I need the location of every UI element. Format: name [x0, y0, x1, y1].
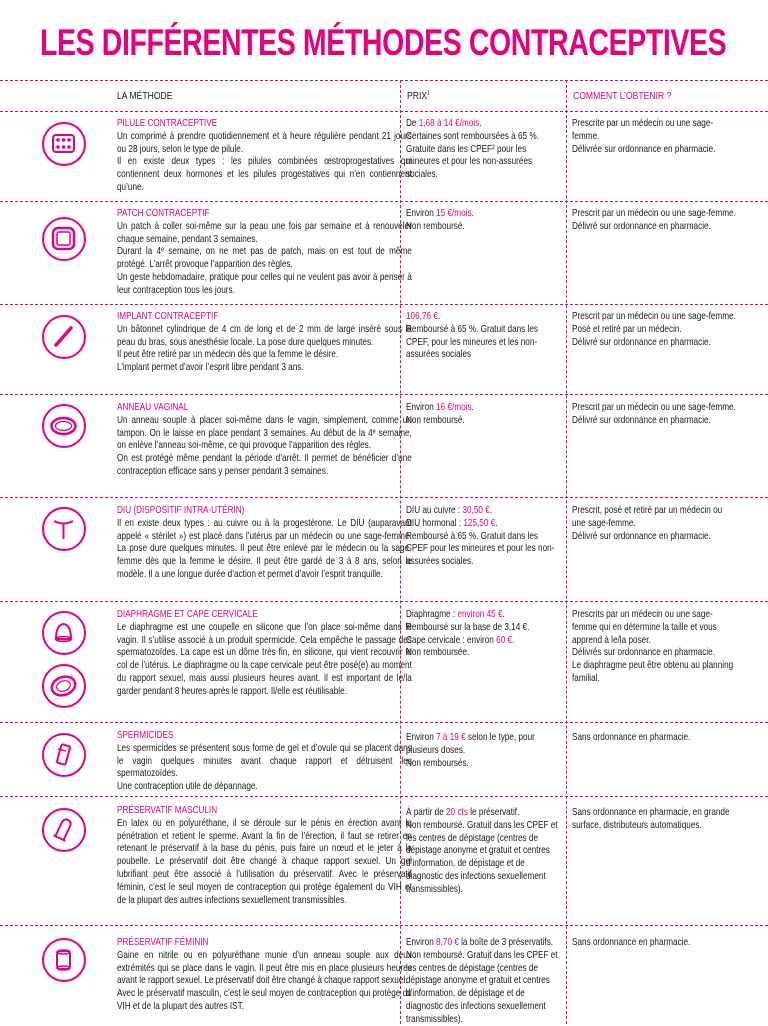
method-description: Il en existe deux types : au cuivre ou à la progestérone. Le DIU (auparavant appelé « stérilet ») est placé dans l’utérus par un médecin ou une sage-femme. La pose dure quelques minutes. Il peut être enlevé par le médecin ou la sage-femme dès que la femme le désire. Il peut être gardé de 3 à 8 ans, selon le modèle. Il a une longue durée d’action et permet d’avoir l’esprit tranquille.: [117, 516, 412, 580]
price-details: Remboursé à 65 %. Gratuit dans les CPEF pour les mineures et pour les non-assurées sociales.: [406, 529, 555, 568]
row-divider: [0, 304, 768, 305]
patch-icon: [42, 217, 86, 261]
price-details: Certaines sont remboursées à 65 %. Gratuite dans les CPEF² pour les mineures et pour les non-assurées sociales.: [406, 129, 539, 181]
price-details: Non remboursé.: [406, 219, 465, 232]
diaphragm-icon: [42, 611, 86, 655]
column-divider: [566, 80, 567, 1024]
obtain-cell: Prescrit, posé et retiré par un médecin ou une sage-femme. Délivré sur ordonnance en pharmacie.: [572, 504, 723, 542]
female-condom-icon: [42, 938, 86, 982]
obtain-cell: Prescrite par un médecin ou une sage-femme. Délivrée sur ordonnance en pharmacie.: [572, 117, 716, 155]
price-cell: Environ 7 à 19 € selon le type, pour plusieurs doses. Non remboursés.: [406, 731, 559, 769]
iud-icon: [42, 507, 86, 551]
row-divider: [0, 201, 768, 202]
price-details: Non remboursé. Gratuit dans les CPEF et les centres de dépistage (centres de dépistage anonyme et gratuit et centres d’information, de dépistage et de diagnostic des infections sexuellement transmissibles).: [406, 818, 558, 895]
method-description: Les spermicides se présentent sous forme de gel et d’ovule qui se placent dans le vagin quelques minutes avant chaque rapport et détruisent les spermatozoïdes.: [117, 741, 412, 780]
price-value: 20 cts: [446, 806, 468, 818]
method-description: Une contraception utile de dépannage.: [117, 780, 258, 793]
obtain-cell: Prescrits par un médecin ou une sage-femme qui en détermine la taille et vous apprend à le/la poser. Délivrés sur ordonnance en pharmacie. Le diaphragme peut être obtenu au planning familial.: [572, 608, 734, 684]
price-cell: Environ 8,70 € la boîte de 3 préservatifs. Non remboursé. Gratuit dans les CPEF et les centres de dépistage (centres de dépistage anonyme et gratuit et centres d’information, de dépistage et de diagnostic des infections sexuellement transmissibles).: [406, 936, 558, 1025]
price-cell: 106,76 €. Remboursé à 65 %. Gratuit dans les CPEF, pour les mineures et les non-assurées sociales: [406, 310, 559, 361]
price-value: 1,68 à 14 €/mois: [418, 117, 480, 129]
pill-icon: [42, 122, 86, 166]
method-name: PRÉSERVATIF FÉMININ: [117, 936, 209, 948]
method-description: Il en existe deux types : les pilules combinées œstroprogestatives qui contiennent deux hormones et les pilules progestatives qui n’en contiennent qu’une.: [117, 155, 412, 193]
method-name: PRÉSERVATIF MASCULIN: [117, 804, 218, 816]
price-value: environ 45 €: [457, 608, 503, 620]
method-description: Un patch à coller soi-même sur la peau une fois par semaine et à renouveler chaque semaine, pendant 3 semaines.: [117, 219, 412, 245]
price-cell: Environ 16 €/mois. Non remboursé.: [406, 401, 559, 427]
method-description: Un bâtonnet cylindrique de 4 cm de long et de 2 mm de large inséré sous la peau du bras, sous anesthésie locale. La pose dure quelques minutes.: [117, 322, 412, 348]
row-divider: [0, 925, 768, 926]
method-name: DIU (DISPOSITIF INTRA-UTÉRIN): [117, 504, 245, 516]
method-description: Un comprimé à prendre quotidiennement et à heure régulière pendant 21 jours ou 28 jours, selon le type de pilule.: [117, 129, 412, 155]
male-condom-icon: [42, 808, 86, 852]
spermicide-icon: [42, 733, 86, 777]
price-details: Non remboursés.: [406, 756, 469, 769]
row-divider: [0, 111, 768, 112]
method-description: Un geste hebdomadaire, pratique pour celles qui ne veulent pas avoir à penser à leur contraception tous les jours.: [117, 270, 412, 296]
method-cell: [117, 401, 412, 478]
price-details: Non remboursé.: [406, 413, 465, 426]
method-description: Durant la 4ᵉ semaine, on ne met pas de patch, mais on est tout de même protégé. L’arrêt provoque l’apparition des règles.: [117, 245, 412, 271]
method-name: SPERMICIDES: [117, 729, 174, 741]
method-description: On est protégé même pendant la période d’arrêt. Il permet de bénéficier d’une contraception efficace sans y penser pendant 3 semaines.: [117, 452, 412, 477]
method-cell: [117, 729, 412, 793]
method-name: PATCH CONTRACEPTIF: [117, 207, 210, 219]
method-cell: [117, 310, 412, 374]
price-cell: Diaphragme : environ 45 €. Remboursé sur la base de 3,14 €. Cape cervicale : environ 60 €. Non remboursée.: [406, 608, 559, 659]
price-value: 60 €: [496, 633, 513, 646]
column-header-obtain: COMMENT L’OBTENIR ?: [573, 90, 672, 102]
obtain-cell: Sans ordonnance en pharmacie.: [572, 936, 691, 948]
price-value: 106,76 €: [406, 310, 438, 322]
method-description: Il peut être retiré par un médecin dès que la femme le désire.: [117, 348, 339, 361]
method-name: IMPLANT CONTRACEPTIF: [117, 310, 219, 322]
price-value: 16 €/mois: [436, 401, 472, 413]
method-name: DIAPHRAGME ET CAPE CERVICALE: [117, 608, 258, 620]
row-divider: [0, 80, 768, 81]
price-value: 30,50 €: [462, 504, 490, 516]
ring-icon: [42, 404, 86, 448]
row-divider: [0, 601, 768, 602]
obtain-cell: Prescrit par un médecin ou une sage-femme. Délivré sur ordonnance en pharmacie.: [572, 207, 736, 232]
column-header-price: PRIX$^1$: [407, 90, 430, 102]
method-cell: [117, 117, 412, 194]
row-divider: [0, 722, 768, 723]
method-cell: [117, 608, 412, 698]
price-cell: De 1,68 à 14 €/mois. Certaines sont remboursées à 65 %. Gratuite dans les CPEF² pour les mineures et pour les non-assurées sociales.: [406, 117, 559, 181]
row-divider: [0, 497, 768, 498]
implant-icon: [42, 315, 86, 359]
price-details: Non remboursée.: [406, 646, 470, 659]
page-title: LES DIFFÉRENTES MÉTHODES CONTRACEPTIVES: [40, 22, 727, 63]
method-description: En latex ou en polyuréthane, il se déroule sur le pénis en érection avant la pénétration et retient le sperme. Avant la fin de l’érection, il faut se retirer en retenant le préservatif à la base du pénis, puis faire un nœud et le jeter à la poubelle. Le préservatif doit être changé à chaque rapport sexuel. Un gel lubrifiant peut être associé à l’utilisation du préservatif. Avec le préservatif féminin, c’est le seul moyen de contraception qui protège également du VIH et de la plupart des autres infections sexuellement transmissibles.: [117, 816, 412, 906]
method-name: PILULE CONTRACEPTIVE: [117, 117, 218, 129]
method-description: Le diaphragme est une coupelle en silicone que l’on place soi-même dans le vagin. Il s’utilise associé à un produit spermicide. Cela empêche le passage des spermatozoïdes. La cape est un dôme très fin, en silicone, qui vient recouvrir le col de l’utérus. Le diaphragme ou la cape cervicale peut être posé(e) au moment du rapport sexuel, mais aussi plusieurs heures avant. Il est important de le/la garder pendant 8 heures après le rapport. Il/elle est réutilisable.: [117, 620, 412, 697]
method-cell: [117, 207, 412, 297]
obtain-cell: Sans ordonnance en pharmacie, en grande surface, distributeurs automatiques.: [572, 806, 730, 831]
price-value: 125,50 €: [463, 516, 496, 529]
method-description: L’implant permet d’avoir l’esprit libre pendant 3 ans.: [117, 361, 304, 374]
method-cell: [117, 504, 412, 581]
cervical-cap-icon: [42, 664, 86, 708]
row-divider: [0, 796, 768, 797]
price-cell: DIU au cuivre : 30,50 €. DIU hormonal : 125,50 €. Remboursé à 65 %. Gratuit dans les CPEF pour les mineures et pour les non-assurées sociales.: [406, 504, 559, 568]
method-cell: [117, 936, 412, 1013]
column-header-method: LA MÉTHODE: [117, 90, 173, 102]
price-value: 7 à 19 €: [436, 731, 466, 743]
method-description: Avec le préservatif masculin, c’est le seul moyen de contraception qui protège du VIH et de la plupart des autres IST.: [117, 987, 412, 1012]
method-description: Gaine en nitrile ou en polyuréthane munie d’un anneau souple aux deux extrémités qui se place dans le vagin. Il peut être mis en place plusieurs heures avant le rapport sexuel. Le préservatif doit être changé à chaque rapport sexuel.: [117, 948, 412, 987]
price-details: Non remboursé. Gratuit dans les CPEF et les centres de dépistage (centres de dépistage anonyme et gratuit et centres d’information, de dépistage et de diagnostic des infections sexuellement transmissibles).: [406, 948, 558, 1025]
row-divider: [0, 394, 768, 395]
price-cell: À partir de 20 cts le préservatif. Non remboursé. Gratuit dans les CPEF et les centres de dépistage (centres de dépistage anonyme et gratuit et centres d’information, de dépistage et de diagnostic des infections sexuellement transmissibles).: [406, 806, 558, 895]
price-details: Remboursé à 65 %. Gratuit dans les CPEF, pour les mineures et les non-assurées sociales: [406, 322, 539, 361]
price-cell: Environ 15 €/mois. Non remboursé.: [406, 207, 559, 233]
method-cell: [117, 804, 412, 906]
obtain-cell: Prescrit par un médecin ou une sage-femme. Délivré sur ordonnance en pharmacie.: [572, 401, 736, 426]
price-value: 8,70 €: [436, 936, 459, 948]
method-name: ANNEAU VAGINAL: [117, 401, 189, 413]
price-value: 15 €/mois: [436, 207, 472, 219]
obtain-cell: Prescrit par un médecin ou une sage-femme. Posé et retiré par un médecin. Délivré sur ordonnance en pharmacie.: [572, 310, 736, 348]
method-description: Un anneau souple à placer soi-même dans le vagin, simplement, comme un tampon. On le laisse en place pendant 3 semaines. Au début de la 4ᵉ semaine, on enlève l’anneau soi-même, ce qui provoque l’apparition des règles.: [117, 413, 412, 452]
obtain-cell: Sans ordonnance en pharmacie.: [572, 731, 691, 743]
